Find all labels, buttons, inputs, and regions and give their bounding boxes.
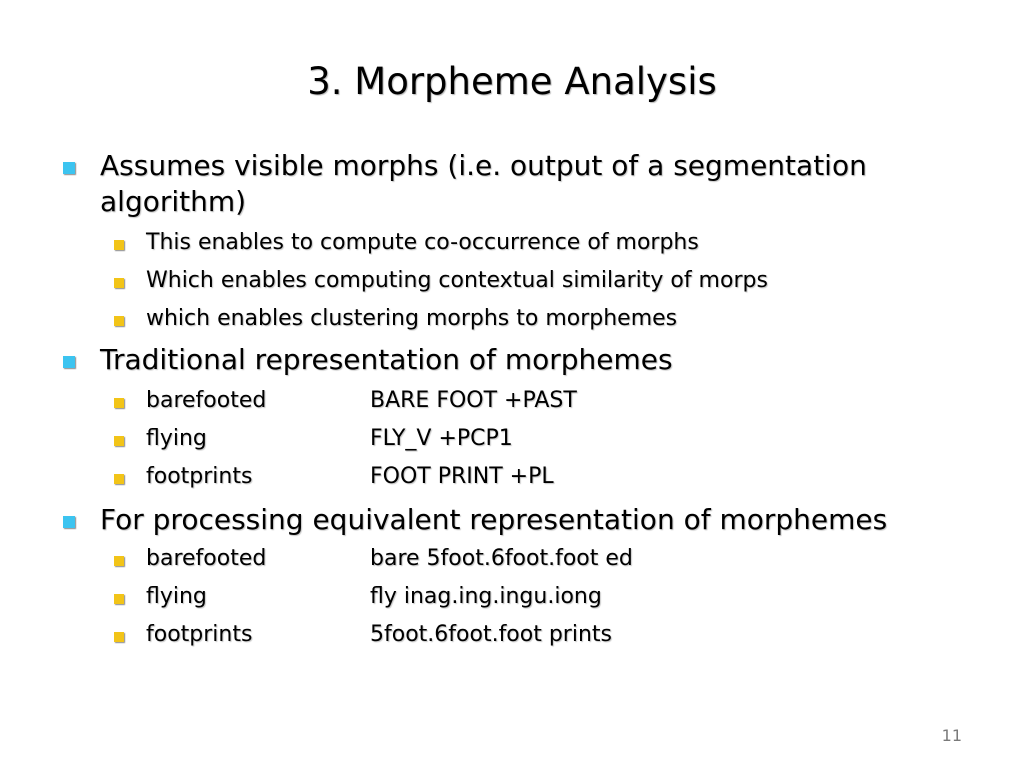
processing-row-footprints: [146, 620, 946, 650]
square-bullet-icon: [114, 594, 124, 604]
bullet-text: Traditional representation of morphemes: [100, 343, 673, 376]
processing-row-barefooted: [146, 544, 946, 574]
traditional-row-footprints: [146, 462, 946, 492]
row-word: barefooted: [146, 388, 267, 413]
row-analysis: fly inag.ing.ingu.iong: [370, 584, 602, 609]
processing-row-flying: [146, 582, 946, 612]
bullet-traditional-representation: [100, 342, 960, 378]
square-bullet-icon: [63, 356, 75, 368]
square-bullet-icon: [114, 632, 124, 642]
sub-bullet-text: Which enables computing contextual similarity of morps: [146, 268, 768, 293]
bullet-visible-morphs: [100, 148, 960, 220]
square-bullet-icon: [114, 474, 124, 484]
square-bullet-icon: [114, 240, 124, 250]
row-word: flying: [146, 584, 207, 609]
traditional-row-flying: [146, 424, 946, 454]
row-word: barefooted: [146, 546, 267, 571]
bullet-text: For processing equivalent representation of morphemes: [100, 503, 888, 536]
slide-title: 3. Morpheme Analysis: [307, 60, 717, 103]
sub-bullet-clustering: [146, 304, 946, 334]
sub-bullet-cooccurrence: [146, 228, 946, 258]
bullet-processing-representation: [100, 502, 960, 538]
square-bullet-icon: [63, 516, 75, 528]
square-bullet-icon: [63, 162, 75, 174]
row-word: flying: [146, 426, 207, 451]
sub-bullet-text: This enables to compute co-occurrence of morphs: [146, 230, 699, 255]
square-bullet-icon: [114, 316, 124, 326]
row-word: footprints: [146, 464, 253, 489]
square-bullet-icon: [114, 436, 124, 446]
row-analysis: BARE FOOT +PAST: [370, 388, 577, 413]
row-word: footprints: [146, 622, 253, 647]
row-analysis: FLY_V +PCP1: [370, 426, 513, 451]
square-bullet-icon: [114, 398, 124, 408]
square-bullet-icon: [114, 556, 124, 566]
sub-bullet-contextual-similarity: [146, 266, 946, 296]
row-analysis: FOOT PRINT +PL: [370, 464, 554, 489]
bullet-text: Assumes visible morphs (i.e. output of a segmentation algorithm): [100, 149, 867, 218]
traditional-row-barefooted: [146, 386, 946, 416]
page-number: 11: [941, 726, 962, 745]
row-analysis: 5foot.6foot.foot prints: [370, 622, 612, 647]
sub-bullet-text: which enables clustering morphs to morphemes: [146, 306, 678, 331]
row-analysis: bare 5foot.6foot.foot ed: [370, 546, 633, 571]
square-bullet-icon: [114, 278, 124, 288]
